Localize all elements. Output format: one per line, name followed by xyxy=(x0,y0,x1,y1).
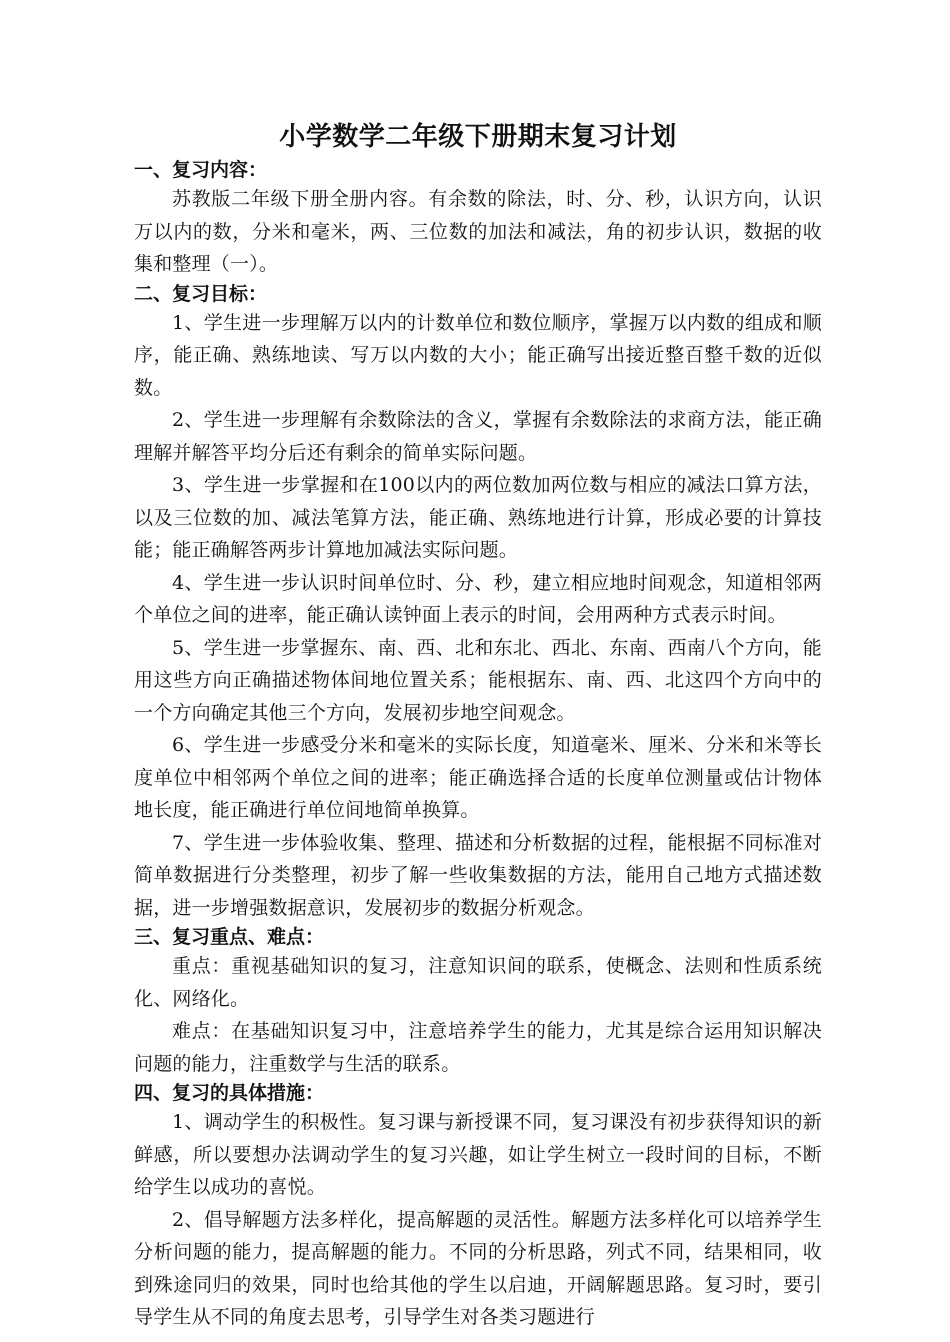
paragraph: 7、学生进一步体验收集、整理、描述和分析数据的过程，能根据不同标准对简单数据进行分类整理，初步了解一些收集数据的方法，能用自己地方式描述数据，进一步增强数据意识，发展初步的数据分析观念。 xyxy=(134,831,822,919)
paragraph: 4、学生进一步认识时间单位时、分、秒，建立相应地时间观念，知道相邻两个单位之间的进率，能正确认读钟面上表示的时间，会用两种方式表示时间。 xyxy=(134,571,822,626)
paragraph: 重点：重视基础知识的复习，注意知识间的联系，使概念、法则和性质系统化、网络化。 xyxy=(134,955,822,1010)
section-heading-content: 一、复习内容： xyxy=(134,159,268,181)
document-body xyxy=(134,117,822,1334)
paragraph: 难点：在基础知识复习中，注意培养学生的能力，尤其是综合运用知识解决问题的能力，注重数学与生活的联系。 xyxy=(134,1020,822,1075)
section-heading-goals: 二、复习目标： xyxy=(134,282,268,305)
section-heading-measures: 四、复习的具体措施： xyxy=(134,1082,325,1104)
paragraph: 2、倡导解题方法多样化，提高解题的灵活性。解题方法多样化可以培养学生分析问题的能力，提高解题的能力。不同的分析思路，列式不同，结果相同，收到殊途同归的效果，同时也给其他的学生以启迪，开阔解题思路。复习时，要引导学生从不同的角度去思考，引导学生对各类习题进行 xyxy=(134,1208,822,1328)
document-title: 小学数学二年级下册期末复习计划 xyxy=(279,122,677,152)
paragraph: 2、学生进一步理解有余数除法的含义，掌握有余数除法的求商方法，能正确理解并解答平均分后还有剩余的简单实际问题。 xyxy=(134,409,822,464)
section-heading-key-points: 三、复习重点、难点： xyxy=(134,926,325,948)
paragraph: 1、学生进一步理解万以内的计数单位和数位顺序，掌握万以内数的组成和顺序，能正确、熟练地读、写万以内数的大小；能正确写出接近整百整千数的近似数。 xyxy=(134,311,822,399)
paragraph: 3、学生进一步掌握和在100以内的两位数加两位数与相应的减法口算方法，以及三位数的加、减法笔算方法，能正确、熟练地进行计算，形成必要的计算技能；能正确解答两步计算地加减法实际问题。 xyxy=(134,474,822,561)
paragraph: 6、学生进一步感受分米和毫米的实际长度，知道毫米、厘米、分米和米等长度单位中相邻两个单位之间的进率；能正确选择合适的长度单位测量或估计物体地长度，能正确进行单位间地简单换算。 xyxy=(134,734,822,821)
paragraph: 苏教版二年级下册全册内容。有余数的除法，时、分、秒，认识方向，认识万以内的数，分米和毫米，两、三位数的加法和减法，角的初步认识，数据的收集和整理（一）。 xyxy=(134,188,822,275)
paragraph: 1、调动学生的积极性。复习课与新授课不同，复习课没有初步获得知识的新鲜感，所以要想办法调动学生的复习兴趣，如让学生树立一段时间的目标，不断给学生以成功的喜悦。 xyxy=(134,1111,822,1198)
paragraph: 5、学生进一步掌握东、南、西、北和东北、西北、东南、西南八个方向，能用这些方向正确描述物体间地位置关系；能根据东、南、西、北这四个方向中的一个方向确定其他三个方向，发展初步地空间观念。 xyxy=(134,636,822,724)
